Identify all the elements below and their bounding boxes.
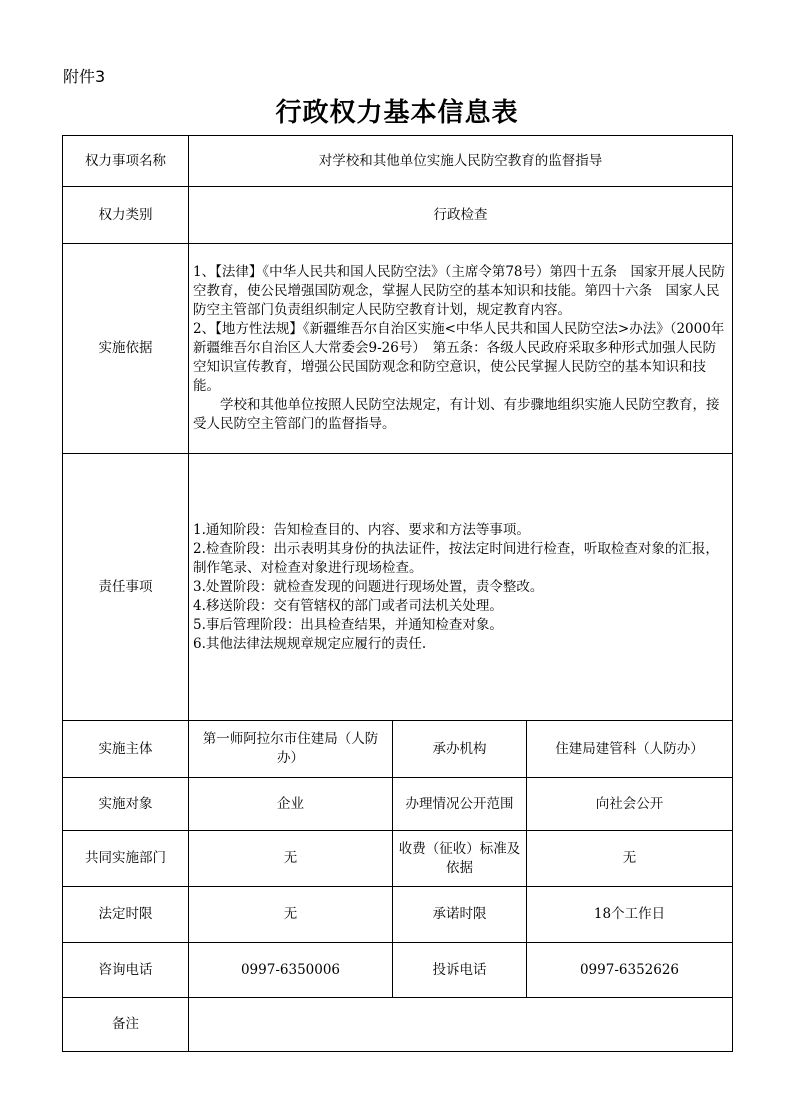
basis-paragraph: 1、【法律】《中华人民共和国人民防空法》（主席令第78号）第四十五条 国家开展人民防空教育，使公民增强国防观念，掌握人民防空的基本知识和技能。第四十六条 国家人民防空主管部门负责组织制定人民防空教育计划，规定教育内容。 [193,264,726,318]
value-consult-phone: 0997-6350006 [189,943,393,998]
label-subject: 实施主体 [63,721,189,778]
basis-paragraph: 2、【地方性法规】《新疆维吾尔自治区实施<中华人民共和国人民防空法>办法》（2000年新疆维吾尔自治区人大常委会9-26号） 第五条：各级人民政府采取多种形式加强人民防空知识宣传教育，增强公民国防观念和防空意识，使公民掌握人民防空的基本知识和技能。 [193,321,725,394]
label-power-category: 权力类别 [63,187,189,244]
basis-paragraph: 学校和其他单位按照人民防空法规定，有计划、有步骤地组织实施人民防空教育，接受人民防空主管部门的监督指导。 [193,397,720,432]
row-subject [63,721,733,778]
row-power-category [63,187,733,244]
label-handling-agency: 承办机构 [393,721,527,778]
row-basis [63,244,733,454]
info-table [62,135,733,1052]
value-joint-department: 无 [189,831,393,887]
value-handling-agency: 住建局建管科（人防办） [527,721,733,778]
label-disclosure-scope: 办理情况公开范围 [393,778,527,831]
label-joint-department: 共同实施部门 [63,831,189,887]
value-subject: 第一师阿拉尔市住建局（人防办） [189,721,393,778]
label-duties: 责任事项 [63,454,189,721]
value-disclosure-scope: 向社会公开 [527,778,733,831]
label-promised-time-limit: 承诺时限 [393,887,527,943]
value-power-category: 行政检查 [189,187,733,244]
value-duties [189,454,733,721]
value-promised-time-limit: 18个工作日 [527,887,733,943]
duty-item: 2.检查阶段：出示表明其身份的执法证件，按法定时间进行检查，听取检查对象的汇报，制作笔录、对检查对象进行现场检查。 [193,540,719,576]
label-power-name: 权力事项名称 [63,136,189,187]
label-basis: 实施依据 [63,244,189,454]
row-phone [63,943,733,998]
value-legal-time-limit: 无 [189,887,393,943]
row-joint-department [63,831,733,887]
label-legal-time-limit: 法定时限 [63,887,189,943]
row-target [63,778,733,831]
value-fee-standard: 无 [527,831,733,887]
label-complaint-phone: 投诉电话 [393,943,527,998]
row-power-name [63,136,733,187]
duty-item: 3.处置阶段：就检查发现的问题进行现场处置，责令整改。 [193,578,544,595]
value-basis [189,244,733,454]
duty-item: 4.移送阶段：交有管辖权的部门或者司法机关处理。 [193,597,503,614]
label-fee-standard: 收费（征收）标准及依据 [393,831,527,887]
page-title: 行政权力基本信息表 [275,98,519,128]
attachment-label: 附件3 [63,67,106,86]
row-duties [63,454,733,721]
row-remarks [63,998,733,1052]
value-target: 企业 [189,778,393,831]
row-time-limit [63,887,733,943]
label-consult-phone: 咨询电话 [63,943,189,998]
duty-item: 5.事后管理阶段：出具检查结果，并通知检查对象。 [193,616,503,633]
value-remarks [189,998,733,1052]
value-power-name: 对学校和其他单位实施人民防空教育的监督指导 [189,136,733,187]
label-target: 实施对象 [63,778,189,831]
duty-item: 6.其他法律法规规章规定应履行的责任. [193,635,427,652]
duty-item: 1.通知阶段：告知检查目的、内容、要求和方法等事项。 [193,521,530,538]
value-complaint-phone: 0997-6352626 [527,943,733,998]
label-remarks: 备注 [63,998,189,1052]
